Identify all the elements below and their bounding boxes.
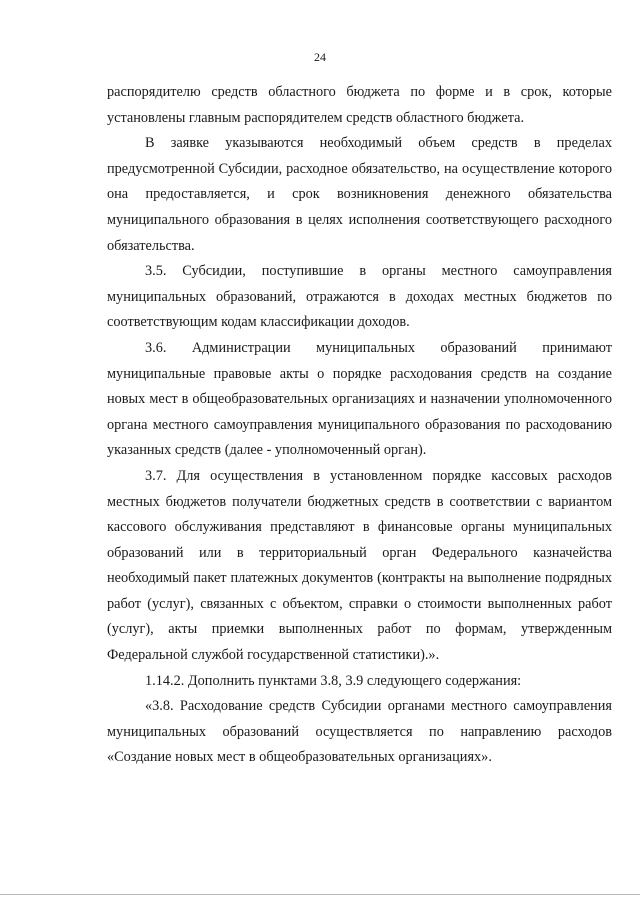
page-number: 24 (314, 50, 326, 64)
paragraph-3-8: «3.8. Расходование средств Субсидии органами местного самоуправления муниципальных образований осуществляется по направлению расходов «Создание новых мест в общеобразовательных организациях». (107, 698, 612, 766)
paragraph-3-6: 3.6. Администрации муниципальных образований принимают муниципальные правовые акты о порядке расходования средств на создание новых мест в общеобразовательных организациях и назначении уполномоченного органа местного самоуправления муниципального образования по расходованию указанных средств (далее - уполномоченный орган). (107, 339, 612, 459)
paragraph-3-7: 3.7. Для осуществления в установленном порядке кассовых расходов местных бюджетов получатели бюджетных средств в соответствии с вариантом кассового обслуживания представляют в финансовые органы муниципальных образований или в территориальный орган Федерального казначейства необходимый пакет платежных документов (контракты на выполнение подрядных работ (услуг), связанных с объектом, справки о стоимости выполненных работ (услуг), акты приемки выполненных работ по формам, утвержденным Федеральной службой государственной статистики).». (107, 467, 612, 664)
bottom-edge-divider (0, 894, 640, 895)
paragraph-3-5: 3.5. Субсидии, поступившие в органы местного самоуправления муниципальных образований, отражаются в доходах местных бюджетов по соответствующим кодам классификации доходов. (107, 263, 612, 331)
paragraph-continuation: распорядителю средств областного бюджета по форме и в срок, которые установлены главным распорядителем средств областного бюджета. (107, 84, 612, 126)
paragraph-application-contents: В заявке указываются необходимый объем средств в пределах предусмотренной Субсидии, расходное обязательство, на осуществление которого она предоставляется, и срок возникновения денежного обязательства муниципального образования в целях исполнения соответствующего расходного обязательства. (107, 135, 612, 254)
paragraph-1-14-2: 1.14.2. Дополнить пунктами 3.8, 3.9 следующего содержания: (145, 672, 522, 689)
document-body (107, 80, 612, 771)
